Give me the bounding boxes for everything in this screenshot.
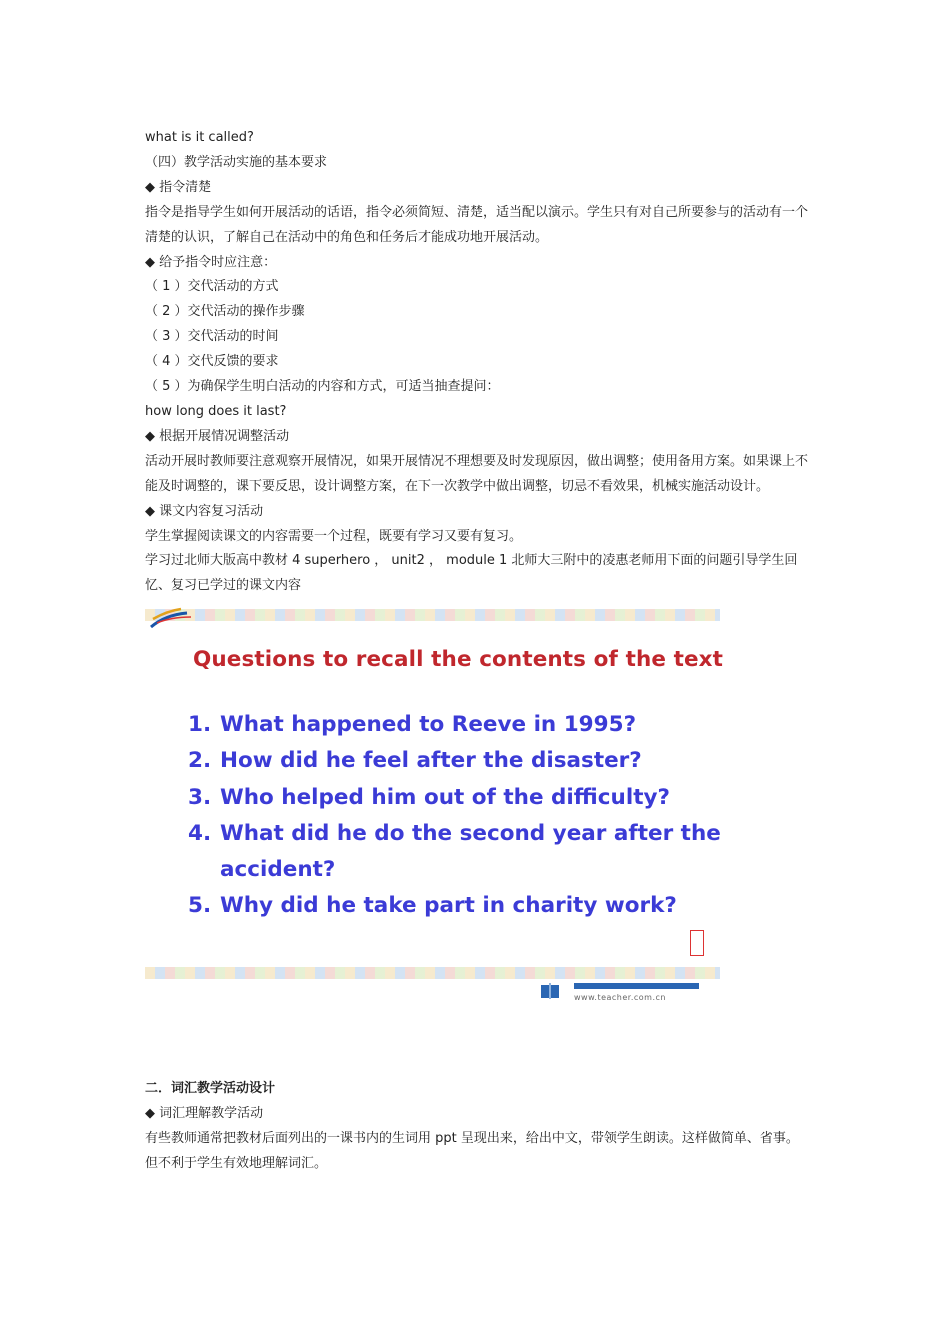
- question-item: [188, 888, 721, 924]
- question-number: 4.: [188, 820, 212, 846]
- brush-logo-icon: [147, 605, 197, 631]
- paragraph: 学习过北师大版高中教材 4 superhero ， unit2 ， module 1 北师大三附中的凌惠老师用下面的问题引导学生回忆、复习已学过的课文内容: [145, 553, 798, 594]
- question-text: What did he do the second year after the: [220, 820, 721, 846]
- question-item: [188, 743, 721, 779]
- footer-banner: [574, 983, 699, 989]
- bullet-heading: ◆ 词汇理解教学活动: [145, 1106, 264, 1122]
- question-number: 3.: [188, 784, 212, 810]
- question-number: 5.: [188, 893, 212, 919]
- bullet-heading: ◆ 课文内容复习活动: [145, 503, 264, 519]
- decorative-stripe: [145, 609, 720, 621]
- question-text: Why did he take part in charity work?: [220, 893, 677, 919]
- slide-image: [145, 605, 724, 1010]
- section-heading: （四）教学活动实施的基本要求: [145, 154, 328, 170]
- question-text: Who helped him out of the difficulty?: [220, 784, 670, 810]
- slide-title: Questions to recall the contents of the text: [193, 647, 724, 673]
- text-line: what is it called?: [145, 130, 254, 145]
- question-text: What happened to Reeve in 1995?: [220, 712, 637, 738]
- paragraph: 学生掌握阅读课文的内容需要一个过程，既要有学习又要有复习。: [145, 528, 523, 544]
- question-item-continued: [188, 852, 721, 888]
- list-item: （ 2 ）交代活动的操作步骤: [145, 304, 305, 320]
- bullet-heading: ◆ 给予指令时应注意：: [145, 254, 277, 270]
- red-seal-stamp: [690, 930, 704, 956]
- question-item: [188, 780, 721, 816]
- paragraph: 有些教师通常把教材后面列出的一课书内的生词用 ppt 呈现出来，给出中文，带领学生朗读。这样做简单、省事。但不利于学生有效地理解词汇。: [145, 1131, 799, 1171]
- decorative-stripe: [145, 967, 720, 979]
- list-item: （ 5 ）为确保学生明白活动的内容和方式，可适当抽查提问：: [145, 379, 500, 395]
- question-text: accident?: [220, 857, 336, 883]
- question-number: 2.: [188, 748, 212, 774]
- bullet-heading: ◆ 根据开展情况调整活动: [145, 428, 290, 444]
- document-page: [145, 126, 810, 1177]
- question-item: [188, 707, 721, 743]
- book-logo-icon: [540, 982, 560, 1000]
- question-item: [188, 816, 721, 852]
- paragraph: 活动开展时教师要注意观察开展情况，如果开展情况不理想要及时发现原因，做出调整；使用备用方案。如果课上不能及时调整的，课下要反思，设计调整方案，在下一次教学中做出调整，切忌不看效果，机械实施活动设计。: [145, 453, 809, 494]
- question-list: [188, 707, 721, 924]
- footer-url: www.teacher.com.cn: [574, 993, 666, 1003]
- list-item: （ 4 ）交代反馈的要求: [145, 354, 279, 370]
- spacer: [145, 1010, 810, 1077]
- paragraph: 指令是指导学生如何开展活动的话语，指令必须简短、清楚，适当配以演示。学生只有对自己所要参与的活动有一个清楚的认识，了解自己在活动中的角色和任务后才能成功地开展活动。: [145, 204, 809, 245]
- list-item: （ 3 ）交代活动的时间: [145, 329, 279, 345]
- question-number: [188, 852, 220, 888]
- text-line: how long does it last?: [145, 403, 287, 419]
- bullet-heading: ◆ 指令清楚: [145, 179, 212, 195]
- section-heading: 二．词汇教学活动设计: [145, 1081, 276, 1097]
- question-text: How did he feel after the disaster?: [220, 748, 642, 774]
- question-number: 1.: [188, 712, 212, 738]
- list-item: （ 1 ）交代活动的方式: [145, 279, 279, 295]
